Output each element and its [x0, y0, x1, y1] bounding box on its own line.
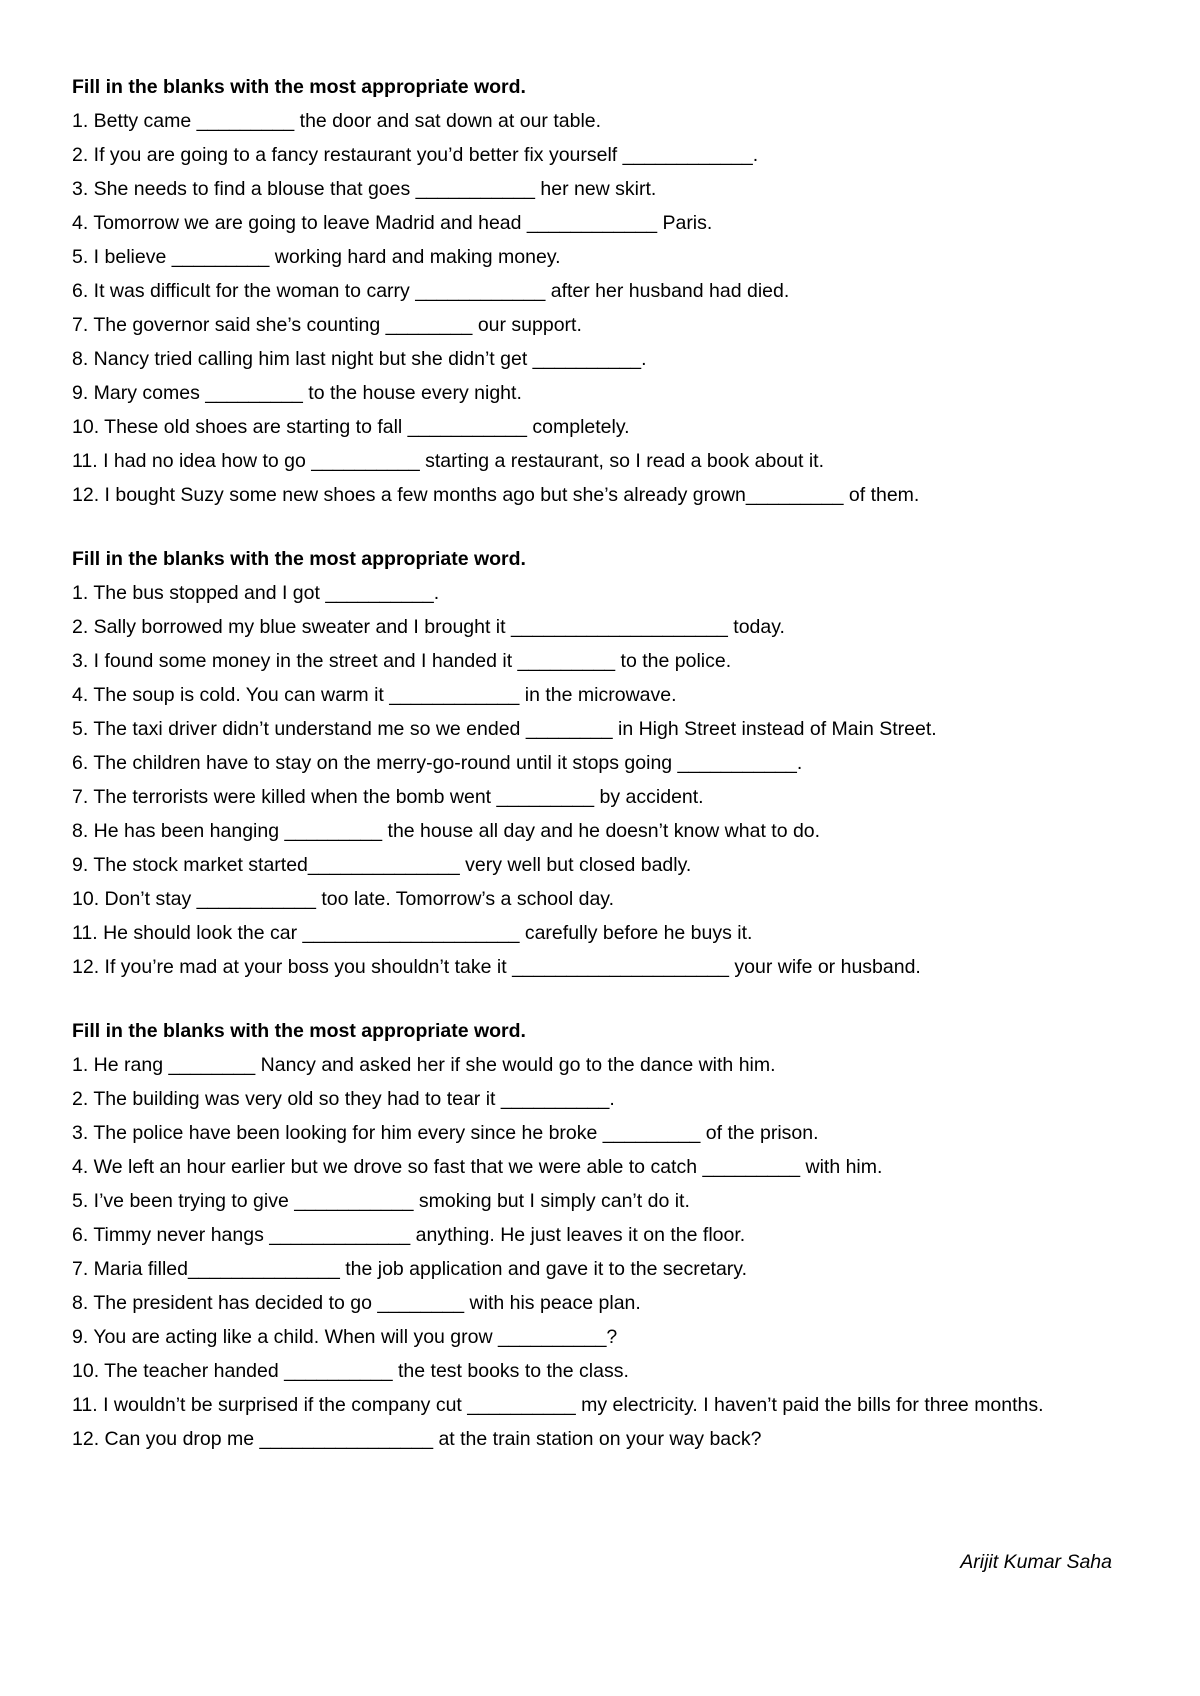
question: 5. The taxi driver didn’t understand me so we ended ________ in High Street instead of Main Street.	[72, 718, 937, 740]
question: 1. Betty came _________ the door and sat down at our table.	[72, 110, 602, 132]
question: 6. The children have to stay on the merry-go-round until it stops going ___________.	[72, 752, 803, 774]
worksheet	[72, 70, 1132, 1486]
question: 9. You are acting like a child. When will you grow __________?	[72, 1326, 618, 1348]
question: 11. He should look the car ____________________ carefully before he buys it.	[72, 922, 753, 944]
question: 3. She needs to find a blouse that goes ___________ her new skirt.	[72, 178, 657, 200]
question: 2. If you are going to a fancy restaurant you’d better fix yourself ____________.	[72, 144, 759, 166]
question: 10. Don’t stay ___________ too late. Tomorrow’s a school day.	[72, 888, 615, 910]
question: 3. The police have been looking for him every since he broke _________ of the prison.	[72, 1122, 819, 1144]
question: 8. The president has decided to go ________ with his peace plan.	[72, 1292, 641, 1314]
question: 12. If you’re mad at your boss you shouldn’t take it ____________________ your wife or husband.	[72, 956, 921, 978]
question: 3. I found some money in the street and I handed it _________ to the police.	[72, 650, 732, 672]
exercise-section-2	[72, 542, 1132, 984]
question: 6. It was difficult for the woman to carry ____________ after her husband had died.	[72, 280, 790, 302]
question: 5. I’ve been trying to give ___________ smoking but I simply can’t do it.	[72, 1190, 690, 1212]
author-name: Arijit Kumar Saha	[960, 1551, 1112, 1573]
question: 2. Sally borrowed my blue sweater and I brought it ____________________ today.	[72, 616, 785, 638]
question: 4. Tomorrow we are going to leave Madrid and head ____________ Paris.	[72, 212, 713, 234]
question: 11. I had no idea how to go __________ starting a restaurant, so I read a book about it.	[72, 450, 825, 472]
question: 10. The teacher handed __________ the test books to the class.	[72, 1360, 629, 1382]
question: 7. The terrorists were killed when the bomb went _________ by accident.	[72, 786, 704, 808]
question: 12. I bought Suzy some new shoes a few months ago but she’s already grown_________ of them.	[72, 484, 920, 506]
question: 2. The building was very old so they had to tear it __________.	[72, 1088, 615, 1110]
question: 9. Mary comes _________ to the house every night.	[72, 382, 522, 404]
question: 5. I believe _________ working hard and making money.	[72, 246, 561, 268]
section-title: Fill in the blanks with the most appropriate word.	[72, 548, 526, 570]
section-title: Fill in the blanks with the most appropriate word.	[72, 1020, 526, 1042]
question: 1. He rang ________ Nancy and asked her if she would go to the dance with him.	[72, 1054, 776, 1076]
question: 4. We left an hour earlier but we drove so fast that we were able to catch _________ with him.	[72, 1156, 883, 1178]
question: 11. I wouldn’t be surprised if the company cut __________ my electricity. I haven’t paid the bills for three months.	[72, 1394, 1044, 1416]
exercise-section-3	[72, 1014, 1132, 1456]
question: 10. These old shoes are starting to fall ___________ completely.	[72, 416, 630, 438]
question: 8. He has been hanging _________ the house all day and he doesn’t know what to do.	[72, 820, 821, 842]
question: 7. Maria filled______________ the job application and gave it to the secretary.	[72, 1258, 748, 1280]
question: 12. Can you drop me ________________ at the train station on your way back?	[72, 1428, 762, 1450]
question: 8. Nancy tried calling him last night but she didn’t get __________.	[72, 348, 647, 370]
question: 6. Timmy never hangs _____________ anything. He just leaves it on the floor.	[72, 1224, 746, 1246]
section-title: Fill in the blanks with the most appropriate word.	[72, 76, 526, 98]
question: 7. The governor said she’s counting ________ our support.	[72, 314, 582, 336]
question: 4. The soup is cold. You can warm it ____________ in the microwave.	[72, 684, 677, 706]
question: 9. The stock market started______________ very well but closed badly.	[72, 854, 692, 876]
question: 1. The bus stopped and I got __________.	[72, 582, 440, 604]
exercise-section-1	[72, 70, 1132, 512]
